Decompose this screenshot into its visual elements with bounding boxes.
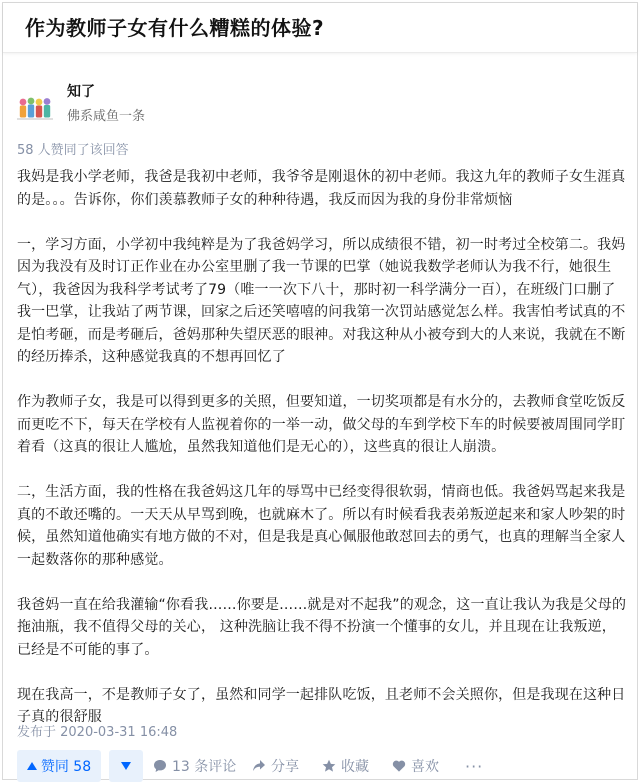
triangle-up-icon bbox=[27, 762, 37, 770]
favorite-button[interactable] bbox=[322, 750, 369, 782]
downvote-button[interactable] bbox=[109, 750, 143, 782]
answer-paragraph: 作为教师子女，我是可以得到更多的关照，但要知道，一切奖项都是有水分的，去教师食堂吃饭反而更吃不下，每天在学校有人监视着你的一举一动，做父母的车到学校下车的时候要被周围同学盯着看（这真的很让人尴尬，虽然我知道他们是无心的），这些真的很让人崩溃。 bbox=[17, 394, 626, 455]
upvote-label: 赞同 58 bbox=[40, 759, 92, 775]
answer-paragraph: 我妈是我小学老师，我爸是我初中老师，我爷爷是刚退休的初中老师。我这九年的教师子女生涯真的是。。。告诉你，你们羡慕教师子女的种种待遇，我反而因为我的身份非常烦恼 bbox=[17, 169, 626, 208]
share-button[interactable] bbox=[252, 750, 299, 782]
star-icon bbox=[322, 759, 336, 773]
question-title[interactable]: 作为教师子女有什么糟糕的体验? bbox=[25, 16, 325, 40]
answer-paragraph: 二，生活方面，我的性格在我爸妈这几年的辱骂中已经变得很软弱，情商也低。我爸妈骂起来我是真的不敢还嘴的。一天天从早骂到晚，也就麻木了。所以有时候看我表弟叛逆起来和家人吵架的时候，虽然知道他确实有地方做的不对，但是我是真心佩服他敢怼回去的勇气，也真的理解当全家人一起数落你的那种感觉。 bbox=[17, 484, 626, 568]
upvote-button[interactable] bbox=[17, 750, 101, 782]
author-name[interactable]: 知了 bbox=[67, 84, 95, 100]
triangle-down-icon bbox=[121, 762, 131, 770]
comments-button[interactable] bbox=[153, 750, 236, 782]
upvote-count-note[interactable]: 58 人赞同了该回答 bbox=[17, 143, 129, 158]
publish-time[interactable]: 发布于 2020-03-31 16:48 bbox=[17, 725, 178, 740]
like-button[interactable] bbox=[392, 750, 439, 782]
comments-label: 13 条评论 bbox=[172, 759, 237, 775]
avatar[interactable] bbox=[17, 93, 53, 123]
question-header bbox=[3, 3, 637, 53]
answer-card bbox=[2, 2, 638, 780]
share-icon bbox=[252, 759, 266, 773]
heart-icon bbox=[392, 759, 406, 773]
favorite-label: 收藏 bbox=[341, 759, 369, 775]
answer-paragraph: 现在我高一，不是教师子女了，虽然和同学一起排队吃饭，且老师不会关照你，但是我现在这种日子真的很舒服 bbox=[17, 686, 626, 725]
like-label: 喜欢 bbox=[411, 759, 439, 775]
answer-content bbox=[17, 166, 629, 751]
comment-icon bbox=[153, 759, 167, 773]
answer-paragraph: 一，学习方面，小学初中我纯粹是为了我爸妈学习，所以成绩很不错，初一时考过全校第二。我妈因为我没有及时订正作业在办公室里删了我一节课的巴掌（她说我数学老师认为我不行，她很生气），我爸因为我科学考试考了79（唯一一次下八十，那时初一科学满分一百），在班级门口删了我一巴掌，让我站了两节课，回家之后还笑嘻嘻的问我第一次罚站感觉怎么样。我害怕考试真的不是怕考砸，而是考砸后，爸妈那种失望厌恶的眼神。对我这种从小被夸到大的人来说，我就在不断的经历捧杀，这种感觉我真的不想再回忆了 bbox=[17, 236, 626, 365]
action-bar bbox=[17, 750, 629, 782]
answer-paragraph: 我爸妈一直在给我灌输“你看我……你要是……就是对不起我”的观念，这一直让我认为我是父母的拖油瓶，我不值得父母的关心， 这种洗脑让我不得不扮演一个懂事的女儿，并且现在让我叛逆，已经是不可能的事了。 bbox=[17, 596, 627, 658]
author-bio: 佛系咸鱼一条 bbox=[67, 109, 146, 124]
more-options-button[interactable] bbox=[465, 750, 483, 782]
more-icon: ··· bbox=[465, 756, 484, 776]
share-label: 分享 bbox=[271, 759, 299, 775]
